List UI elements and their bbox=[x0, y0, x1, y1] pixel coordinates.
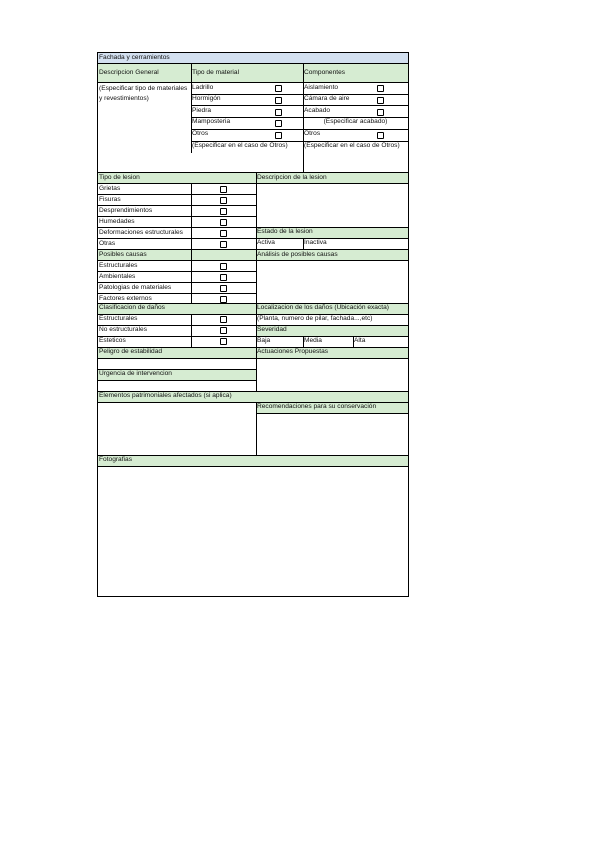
estado-inactiva[interactable]: Inactiva bbox=[304, 239, 327, 246]
header-actuaciones-propuestas: Actuaciones Propuestas bbox=[256, 347, 408, 358]
estado-activa[interactable]: Activa bbox=[257, 239, 275, 246]
material-mamposteria: Mamposteria bbox=[192, 118, 231, 125]
lesion-humedades: Humedades bbox=[99, 218, 135, 225]
material-hormigon: Hormigón bbox=[192, 95, 221, 102]
header-recomendaciones: Recomendaciones para su conservación bbox=[256, 402, 408, 413]
checkbox-fisuras[interactable] bbox=[220, 197, 227, 204]
componentes-note: (Especificar en el caso de Otros) bbox=[304, 142, 400, 149]
checkbox-causa-estructurales[interactable] bbox=[220, 263, 227, 270]
checkbox-otros-material[interactable] bbox=[275, 132, 282, 139]
materiales-note: (Especificar en el caso de Otros) bbox=[192, 142, 288, 149]
acabado-note: (Especificar acabado) bbox=[323, 118, 388, 125]
localizacion-note: (Planta, numero de pilar, fachada...,etc) bbox=[257, 315, 373, 322]
causa-factores-externos: Factores externos bbox=[99, 295, 152, 302]
dano-esteticos: Esteticos bbox=[99, 337, 126, 344]
header-urgencia-intervencion: Urgencia de intervencion bbox=[98, 369, 256, 380]
lesion-deformaciones: Deformaciones estructurales bbox=[99, 229, 183, 236]
severidad-alta[interactable]: Alta bbox=[354, 337, 366, 344]
checkbox-causa-patologias[interactable] bbox=[220, 285, 227, 292]
componente-acabado: Acabado bbox=[304, 107, 331, 114]
dano-estructurales: Estructurales bbox=[99, 315, 138, 322]
checkbox-ladrillo[interactable] bbox=[275, 85, 282, 92]
header-analisis-causas: Análisis de posibles causas bbox=[256, 250, 408, 261]
sheet-title: Fachada y cerramientos bbox=[98, 53, 408, 64]
checkbox-causa-ambientales[interactable] bbox=[220, 274, 227, 281]
header-componentes: Componentes bbox=[303, 64, 408, 82]
header-tipo-material: Tipo de material bbox=[191, 64, 303, 82]
checkbox-mamposteria[interactable] bbox=[275, 120, 282, 127]
lesion-desprendimientos: Desprendimientos bbox=[99, 207, 153, 214]
checkbox-humedades[interactable] bbox=[220, 219, 227, 226]
fotografias-area[interactable] bbox=[98, 466, 408, 596]
causa-estructurales: Estructurales bbox=[99, 262, 138, 269]
componente-camara-aire: Cámara de aire bbox=[304, 95, 350, 102]
checkbox-causa-factores[interactable] bbox=[220, 296, 227, 303]
inspection-sheet bbox=[97, 52, 409, 597]
checkbox-dano-no-estructurales[interactable] bbox=[220, 327, 227, 334]
checkbox-grietas[interactable] bbox=[220, 186, 227, 193]
checkbox-aislamiento[interactable] bbox=[377, 85, 384, 92]
causa-patologias: Patologias de materiales bbox=[99, 284, 172, 291]
material-otros: Otros bbox=[192, 130, 209, 137]
header-elementos-patrimoniales: Elementos patrimoniales afectados (si aplica) bbox=[98, 391, 408, 402]
checkbox-deformaciones[interactable] bbox=[220, 230, 227, 237]
checkbox-otras-lesion[interactable] bbox=[220, 241, 227, 248]
checkbox-desprendimientos[interactable] bbox=[220, 208, 227, 215]
checkbox-otros-componente[interactable] bbox=[377, 132, 384, 139]
checkbox-hormigon[interactable] bbox=[275, 97, 282, 104]
checkbox-acabado[interactable] bbox=[377, 109, 384, 116]
lesion-grietas: Grietas bbox=[99, 185, 121, 192]
header-localizacion-danos: Localizacion de los daños (Ubicación exacta) bbox=[256, 303, 408, 314]
dano-no-estructurales: No estructurales bbox=[99, 326, 148, 333]
header-clasificacion-danos: Clasificacion de daños bbox=[98, 303, 256, 314]
header-descripcion-general: Descripcion General bbox=[98, 64, 191, 82]
header-peligro-estabilidad: Peligro de estabilidad bbox=[98, 347, 256, 358]
causa-ambientales: Ambientales bbox=[99, 273, 136, 280]
header-estado-lesion: Estado de la lesion bbox=[256, 227, 408, 238]
checkbox-dano-estructurales[interactable] bbox=[220, 316, 227, 323]
header-posibles-causas: Posibles causas bbox=[98, 250, 256, 261]
header-fotografias: Fotografias bbox=[98, 455, 408, 466]
material-piedra: Piedra bbox=[192, 107, 212, 114]
componente-aislamiento: Aislamiento bbox=[304, 84, 339, 91]
checkbox-camara-aire[interactable] bbox=[377, 97, 384, 104]
material-ladrillo: Ladrillo bbox=[192, 84, 214, 91]
severidad-baja[interactable]: Baja bbox=[257, 337, 271, 344]
checkbox-piedra[interactable] bbox=[275, 109, 282, 116]
header-severidad: Severidad bbox=[256, 325, 408, 336]
header-descripcion-lesion: Descripcion de la lesion bbox=[256, 173, 408, 184]
lesion-fisuras: Fisuras bbox=[99, 196, 121, 203]
lesion-otras: Otras bbox=[99, 240, 116, 247]
severidad-media[interactable]: Media bbox=[304, 337, 322, 344]
descripcion-note: (Especificar tipo de materiales y revestimientos) bbox=[99, 85, 188, 102]
componente-otros: Otros bbox=[304, 130, 321, 137]
header-tipo-lesion: Tipo de lesion bbox=[98, 173, 256, 184]
checkbox-dano-esteticos[interactable] bbox=[220, 338, 227, 345]
